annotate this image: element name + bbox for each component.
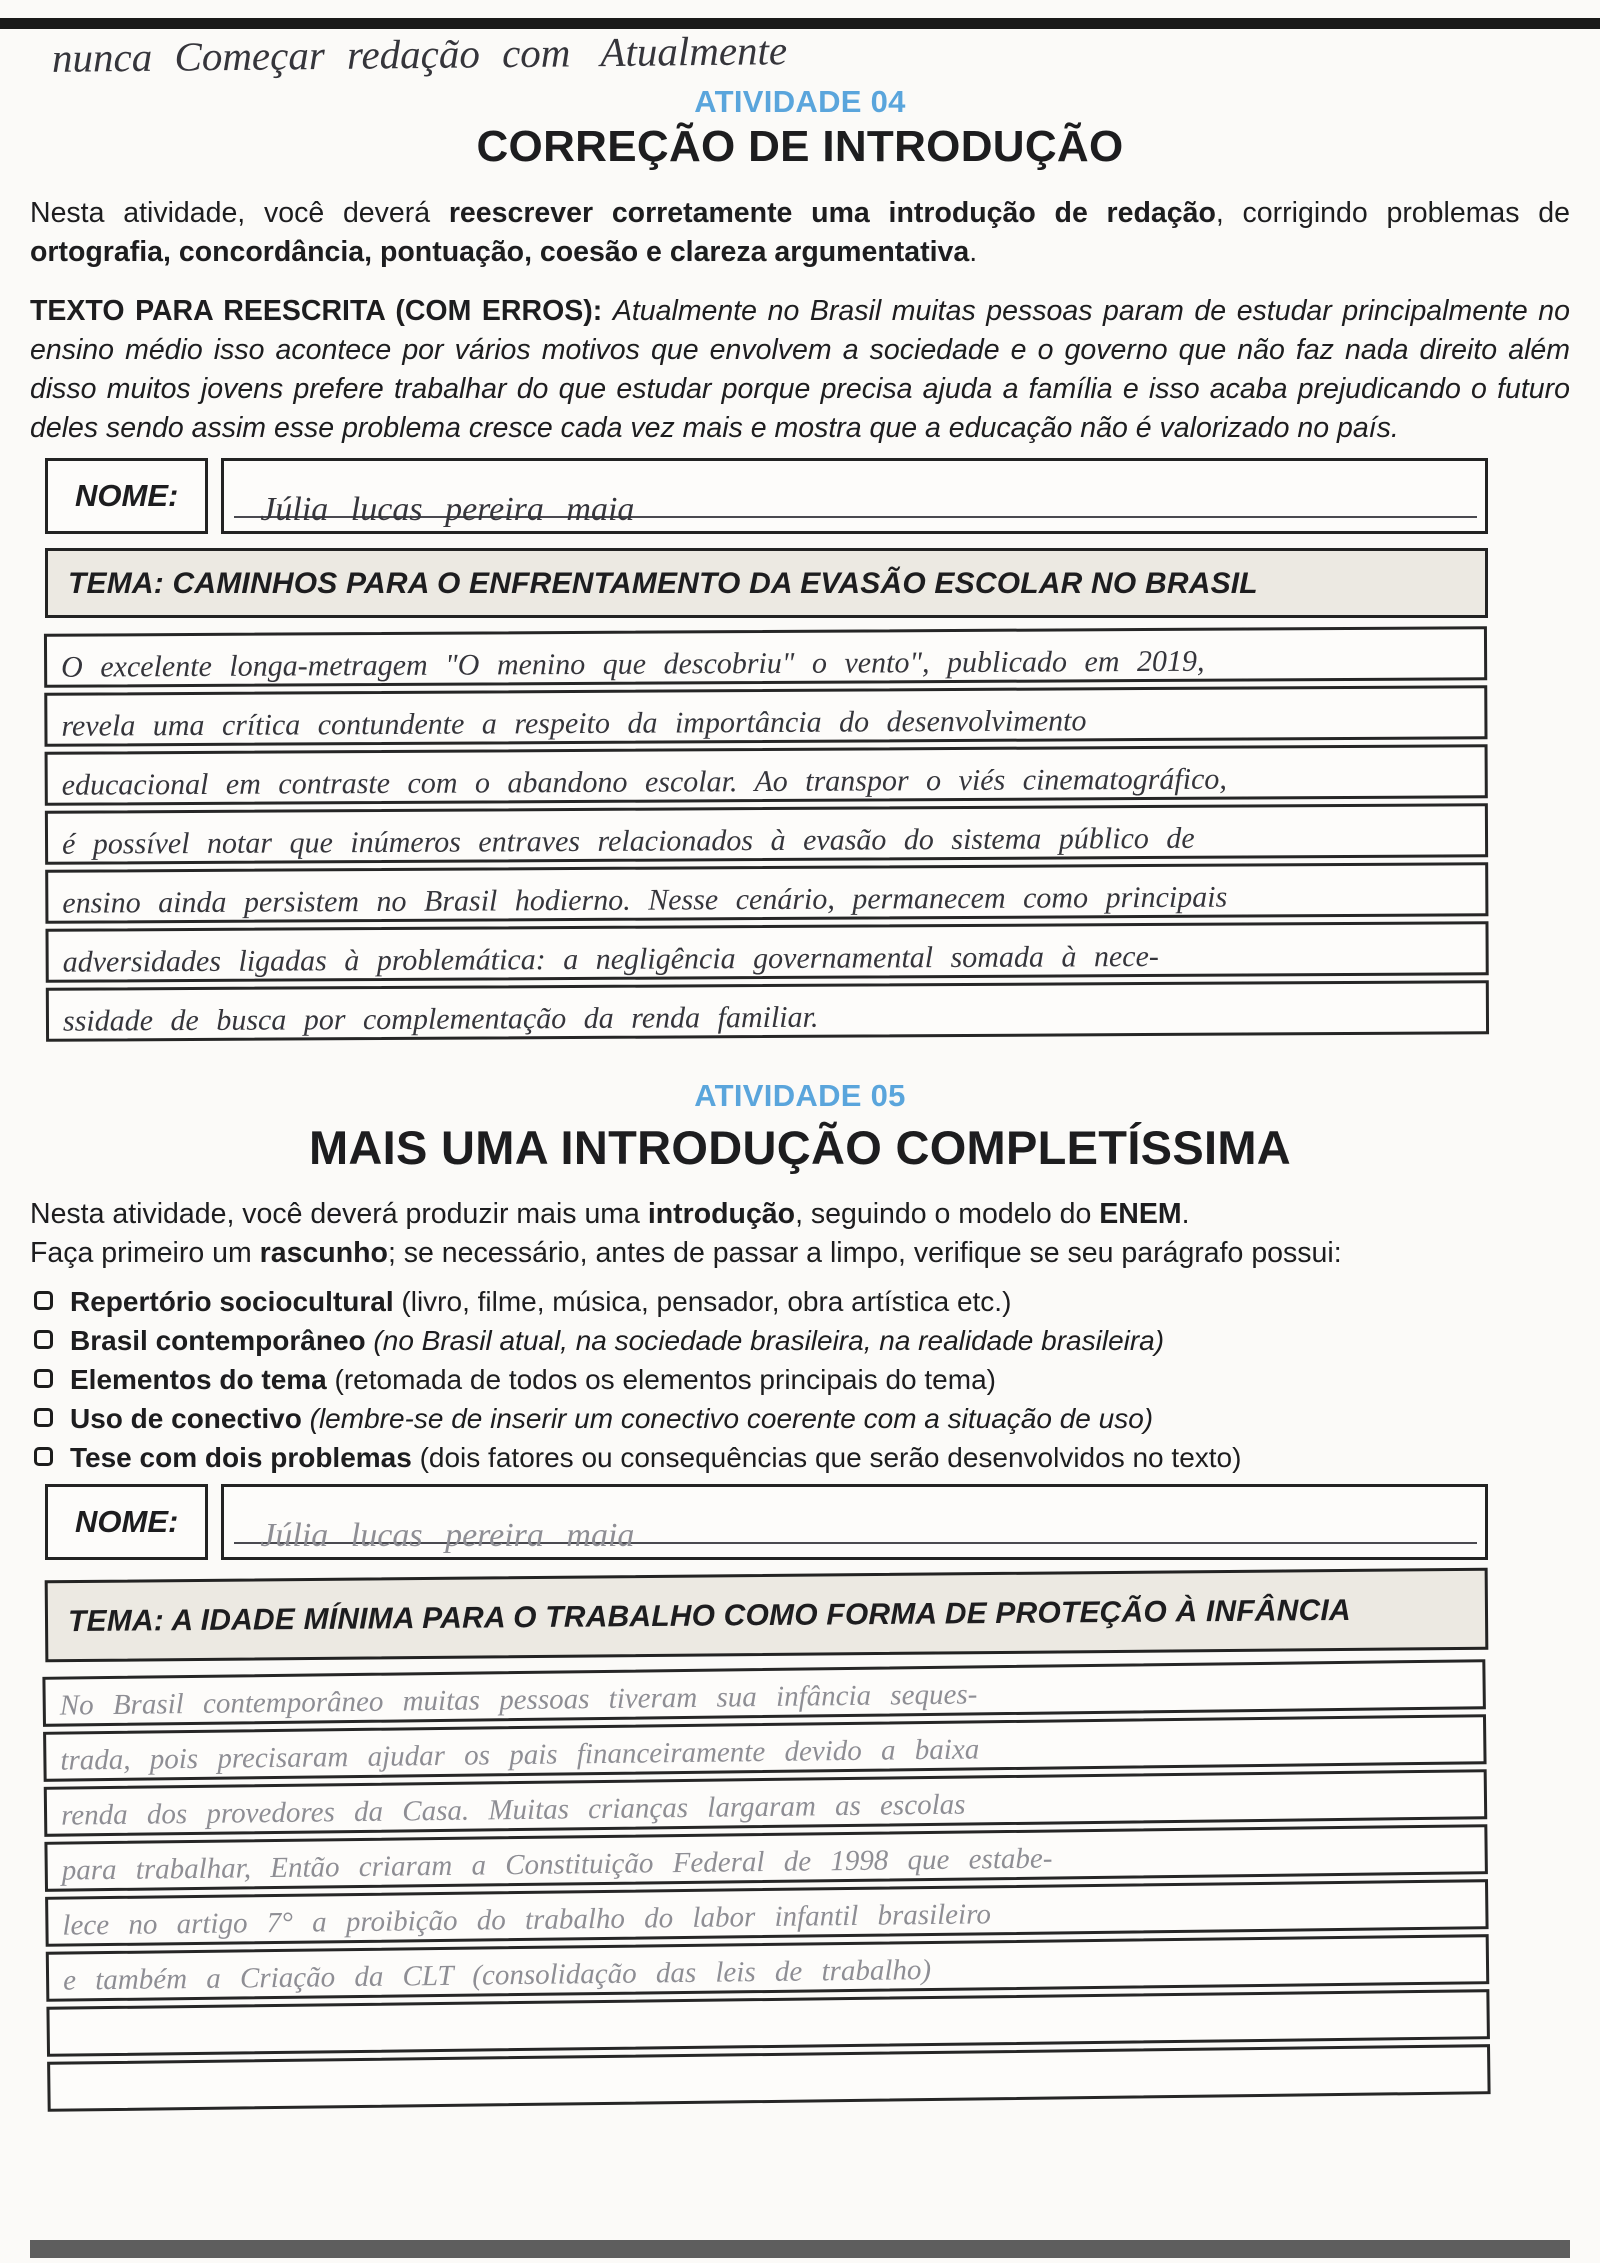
text-run: Nesta atividade, você deverá: [30, 197, 449, 229]
checklist-term: Elementos do tema: [70, 1364, 327, 1395]
ruled-line-row: [47, 2044, 1491, 2112]
nome-handwritten-value: Júlia lucas pereira maia: [260, 491, 635, 528]
essay-box-activity5: [42, 1659, 1490, 2112]
activity5-title: MAIS UMA INTRODUÇÃO COMPLETÍSSIMA: [308, 1121, 1292, 1174]
handwritten-essay-line: e também a Criação da CLT (consolidação das leis de trabalho): [62, 1953, 932, 1997]
checklist-detail: (dois fatores ou consequências que serão desenvolvidos no texto): [411, 1442, 1242, 1473]
checklist-text: [70, 1285, 1011, 1318]
essay-box-activity4: [44, 626, 1489, 1042]
handwritten-essay-line: O excelente longa-metragem "O menino que descobriu" o vento", publicado em 2019,: [61, 644, 1205, 684]
rewrite-source-paragraph: [30, 292, 1570, 448]
tema-bar-activity5: [45, 1568, 1489, 1663]
ruled-line-row: [44, 626, 1487, 688]
checklist-text: [70, 1363, 996, 1396]
text-run-bold: rascunho: [259, 1237, 388, 1269]
text-run: .: [969, 236, 978, 268]
checklist-term: Tese com dois problemas: [70, 1442, 412, 1473]
checklist-item: [30, 1324, 1570, 1357]
activity5-instruction-line2: [30, 1234, 1570, 1273]
activity5-label: ATIVIDADE 05: [694, 1078, 906, 1113]
requirements-checklist: [30, 1285, 1570, 1474]
handwritten-teacher-note: [52, 26, 788, 82]
ruled-line-row: [44, 685, 1487, 747]
text-run: .: [1181, 1198, 1190, 1230]
ruled-line-row: [45, 803, 1488, 865]
rewrite-error-text: Atualmente no Brasil muitas pessoas param de estudar principalmente no ensino médio isso acontece por vários motivos que envolvem a sociedade e o governo que não faz nada direito além disso muitos jovens prefere trabalhar do que estudar porque precisa ajuda a família e isso acaba prejudicando o futuro deles sendo assim esse problema cresce cada vez mais e mostra que a educação não é valorizado no país.: [30, 295, 1570, 444]
text-run: ; se necessário, antes de passar a limpo, verifique se seu parágrafo possui:: [387, 1237, 1342, 1269]
handwritten-essay-line: é possível notar que inúmeros entraves relacionados à evasão do sistema público de: [61, 821, 1195, 861]
handwritten-essay-line: lece no artigo 7° a proibição do trabalho do labor infantil brasileiro: [62, 1898, 992, 1942]
nome-label-box: [45, 1484, 208, 1560]
checklist-item: [30, 1441, 1570, 1474]
checklist-detail: (livro, filme, música, pensador, obra artística etc.): [393, 1286, 1012, 1317]
handwritten-essay-line: adversidades ligadas à problemática: a negligência governamental somada à nece-: [62, 939, 1159, 979]
checkbox-icon: [34, 1330, 53, 1349]
text-run: Nesta atividade, você deverá produzir mais uma: [30, 1198, 648, 1230]
checkbox-icon: [34, 1408, 53, 1427]
activity4-title: CORREÇÃO DE INTRODUÇÃO: [476, 122, 1124, 171]
ruled-line-row: [45, 921, 1488, 983]
scan-edge-artifact-top: [0, 18, 1600, 29]
handwritten-essay-line: educacional em contraste com o abandono escolar. Ao transpor o viés cinematográfico,: [61, 762, 1227, 802]
handwritten-essay-line: ssidade de busca por complementação da renda familiar.: [62, 1000, 819, 1038]
text-run: , seguindo o modelo do: [795, 1198, 1100, 1230]
checkbox-icon: [34, 1369, 53, 1388]
activity5-instructions: [0, 1195, 1600, 1273]
text-run-bold: introdução: [647, 1198, 796, 1230]
nome-row-activity4: [45, 458, 1488, 534]
activity5-instruction-line1: [30, 1195, 1570, 1234]
teacher-note-text: nunca Começar redação com: [51, 29, 571, 81]
checkbox-icon: [34, 1291, 53, 1310]
checklist-detail: (no Brasil atual, na sociedade brasileira, na realidade brasileira): [365, 1325, 1165, 1356]
handwritten-essay-line: ensino ainda persistem no Brasil hodierno. Nesse cenário, permanecem como principais: [62, 880, 1228, 920]
rewrite-label: TEXTO PARA REESCRITA (COM ERROS):: [30, 295, 613, 327]
checklist-text: [70, 1324, 1164, 1357]
nome-label: NOME:: [75, 478, 179, 513]
text-run: Faça primeiro um: [30, 1237, 260, 1269]
handwritten-essay-line: revela uma crítica contundente a respeito da importância do desenvolvimento: [61, 704, 1087, 743]
tema-text: TEMA: A IDADE MÍNIMA PARA O TRABALHO COMO FORMA DE PROTEÇÃO À INFÂNCIA: [67, 1593, 1351, 1639]
checklist-term: Brasil contemporâneo: [70, 1325, 366, 1356]
nome-field: [221, 1484, 1488, 1560]
handwritten-essay-line: para trabalhar, Então criaram a Constituição Federal de 1998 que estabe-: [61, 1842, 1053, 1887]
checklist-item: [30, 1363, 1570, 1396]
nome-row-activity5: [45, 1484, 1488, 1560]
ruled-line-row: [46, 980, 1489, 1042]
checklist-item: [30, 1285, 1570, 1318]
nome-handwritten-value: Júlia lucas pereira maia: [260, 1517, 635, 1554]
checklist-item: [30, 1402, 1570, 1435]
checklist-term: Repertório sociocultural: [70, 1286, 394, 1317]
checkbox-icon: [34, 1447, 53, 1466]
text-run: , corrigindo problemas de: [1215, 197, 1570, 229]
checklist-text: [70, 1402, 1153, 1435]
checklist-term: Uso de conectivo: [70, 1403, 302, 1434]
ruled-line-row: [45, 862, 1488, 924]
nome-label-box: [45, 458, 208, 534]
tema-bar-activity4: [45, 548, 1488, 618]
scan-edge-artifact-bottom: [30, 2240, 1570, 2258]
text-run-bold: reescrever corretamente uma introdução de redação: [448, 197, 1216, 229]
teacher-note-word: Atualmente: [600, 27, 788, 76]
handwritten-essay-line: renda dos provedores da Casa. Muitas crianças largaram as escolas: [60, 1788, 966, 1832]
tema-text: TEMA: CAMINHOS PARA O ENFRENTAMENTO DA EVASÃO ESCOLAR NO BRASIL: [68, 567, 1258, 600]
handwritten-essay-line: trada, pois precisaram ajudar os pais financeiramente devido a baixa: [60, 1733, 980, 1777]
activity4-instructions: [30, 194, 1570, 272]
text-run-bold: ortografia, concordância, pontuação, coesão e clareza argumentativa: [30, 236, 970, 268]
text-run-bold: ENEM: [1099, 1198, 1182, 1230]
ruled-line-row: [45, 744, 1488, 806]
nome-field: [221, 458, 1488, 534]
nome-label: NOME:: [75, 1504, 179, 1539]
checklist-detail: (retomada de todos os elementos principais do tema): [326, 1364, 996, 1395]
activity4-label: ATIVIDADE 04: [694, 84, 906, 119]
checklist-detail: (lembre-se de inserir um conectivo coerente com a situação de uso): [301, 1403, 1154, 1434]
handwritten-essay-line: No Brasil contemporâneo muitas pessoas tiveram sua infância seques-: [59, 1678, 978, 1722]
checklist-text: [70, 1441, 1241, 1474]
